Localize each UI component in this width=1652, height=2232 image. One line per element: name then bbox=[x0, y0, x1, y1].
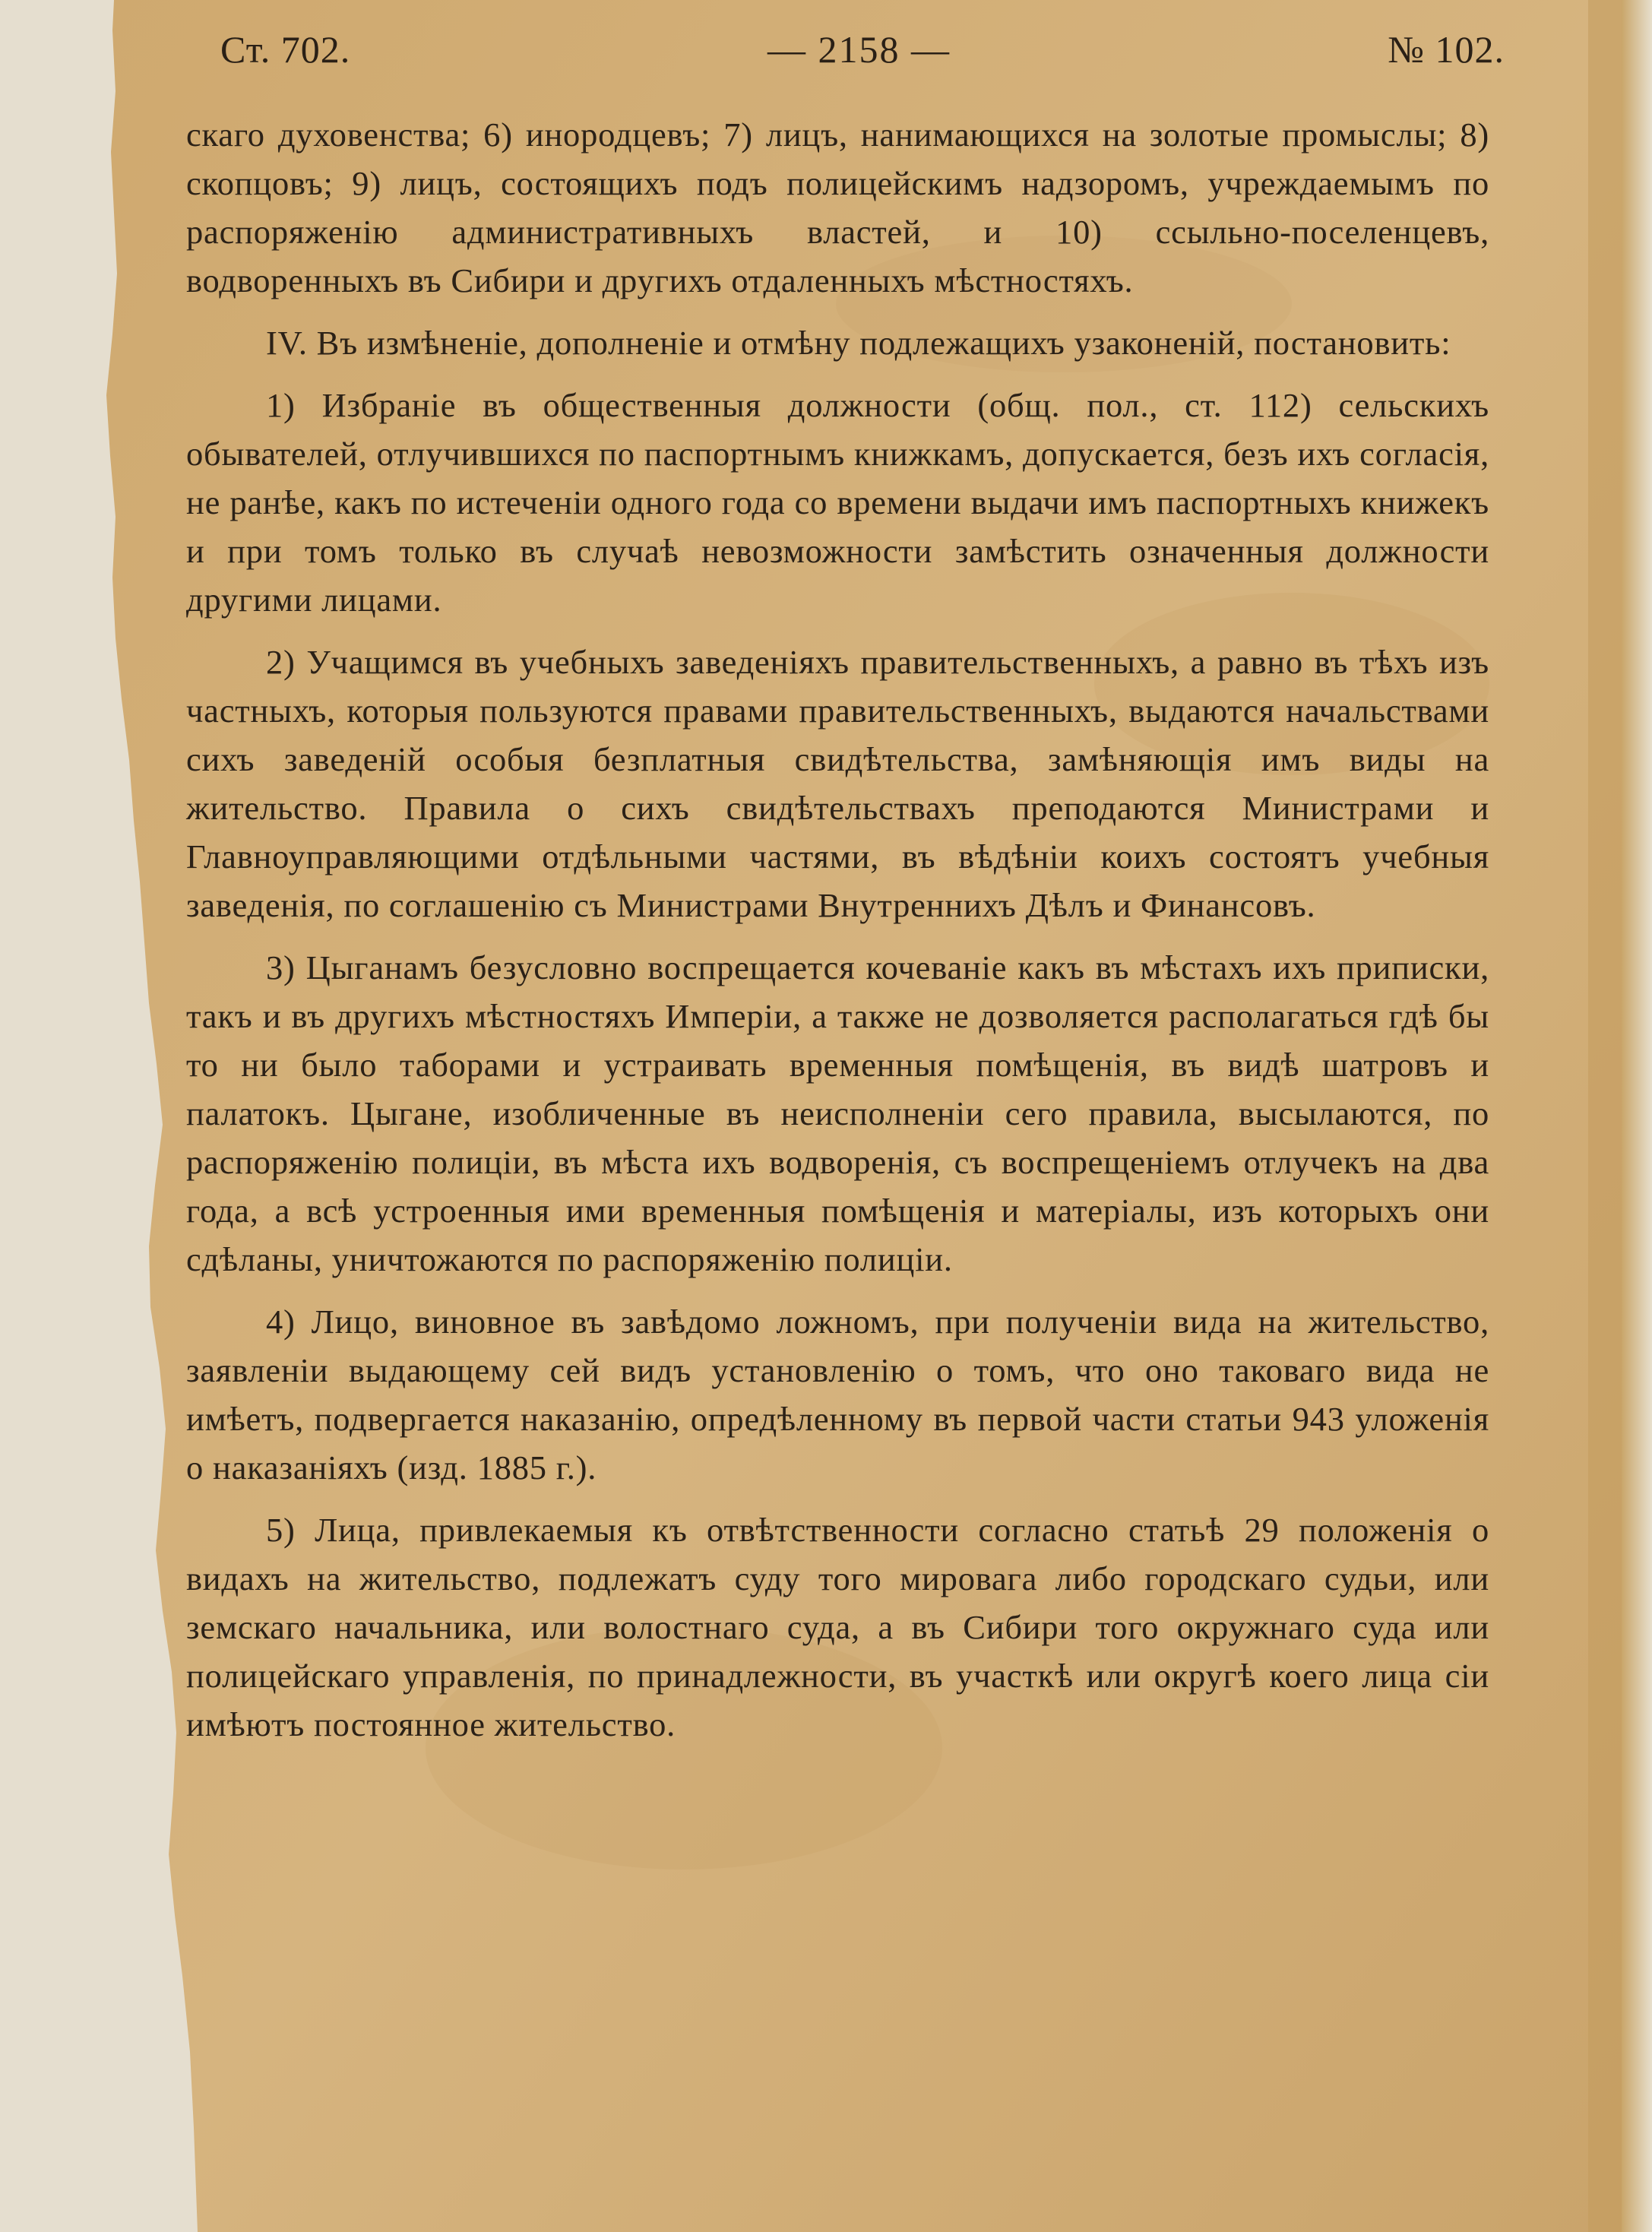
document-body bbox=[186, 110, 1489, 1762]
page-header bbox=[220, 27, 1505, 88]
paragraph-item-3: 3) Цыганамъ безусловно воспрещается кочеваніе какъ въ мѣстахъ ихъ приписки, такъ и въ другихъ мѣстностяхъ Имперіи, а также не дозволяется располагаться гдѣ бы то ни было таборами и устраивать временныя помѣщенія, въ видѣ шатровъ и палатокъ. Цыгане, изобличенные въ неисполненіи сего правила, высылаются, по распоряженію полиціи, въ мѣста ихъ водворенія, съ воспрещеніемъ отлучекъ на два года, а всѣ устроенныя ими временныя помѣщенія и матеріалы, изъ которыхъ они сдѣланы, уничтожаются по распоряженію полиціи. bbox=[186, 948, 1489, 1278]
issue-number: № 102. bbox=[1388, 28, 1505, 71]
paragraph-item-4: 4) Лицо, виновное въ завѣдомо ложномъ, при полученіи вида на жительство, заявленіи выдающему сей видъ установленію о томъ, что оно таковаго вида не имѣетъ, подвергается наказанію, опредѣленному въ первой части статьи 943 уложенія о наказаніяхъ (изд. 1885 г.). bbox=[186, 1303, 1489, 1486]
paragraph-item-5: 5) Лица, привлекаемыя къ отвѣтственности согласно статьѣ 29 положенія о видахъ на жительство, подлежатъ суду того мировага либо городскаго судьи, или земскаго начальника, или волостнаго суда, а въ Сибири того окружнаго суда или полицейскаго управленія, по принадлежности, въ участкѣ или округѣ коего лица сіи имѣютъ постоянное жительство. bbox=[186, 1511, 1489, 1743]
page-number: — 2158 — bbox=[767, 28, 951, 71]
right-margin-strip bbox=[1622, 0, 1652, 2232]
article-number: Ст. 702. bbox=[220, 28, 351, 71]
paragraph-continuation: скаго духовенства; 6) инородцевъ; 7) лицъ, нанимающихся на золотые промыслы; 8) скопцовъ; 9) лицъ, состоящихъ подъ полицейскимъ надзоромъ, учреждаемымъ по распоряженію административныхъ властей, и 10) ссыльно-поселенцевъ, водворенныхъ въ Сибири и другихъ отдаленныхъ мѣстностяхъ. bbox=[186, 116, 1489, 299]
paragraph-item-2: 2) Учащимся въ учебныхъ заведеніяхъ правительственныхъ, а равно въ тѣхъ изъ частныхъ, которыя пользуются правами правительственныхъ, выдаются начальствами сихъ заведеній особыя безплатныя свидѣтельства, замѣняющія имъ виды на жительство. Правила о сихъ свидѣтельствахъ преподаются Министрами и Главноуправляющими отдѣльными частями, въ вѣдѣніи коихъ состоятъ учебныя заведенія, по соглашенію съ Министрами Внутреннихъ Дѣлъ и Финансовъ. bbox=[186, 643, 1489, 924]
paragraph-item-1: 1) Избраніе въ общественныя должности (общ. пол., ст. 112) сельскихъ обывателей, отлучившихся по паспортнымъ книжкамъ, допускается, безъ ихъ согласія, не ранѣе, какъ по истеченіи одного года со времени выдачи имъ паспортныхъ книжекъ и при томъ только въ случаѣ невозможности замѣстить означенныя должности другими лицами. bbox=[186, 386, 1489, 619]
paragraph-section-iv: IV. Въ измѣненіе, дополненіе и отмѣну подлежащихъ узаконеній, постановить: bbox=[266, 324, 1451, 362]
